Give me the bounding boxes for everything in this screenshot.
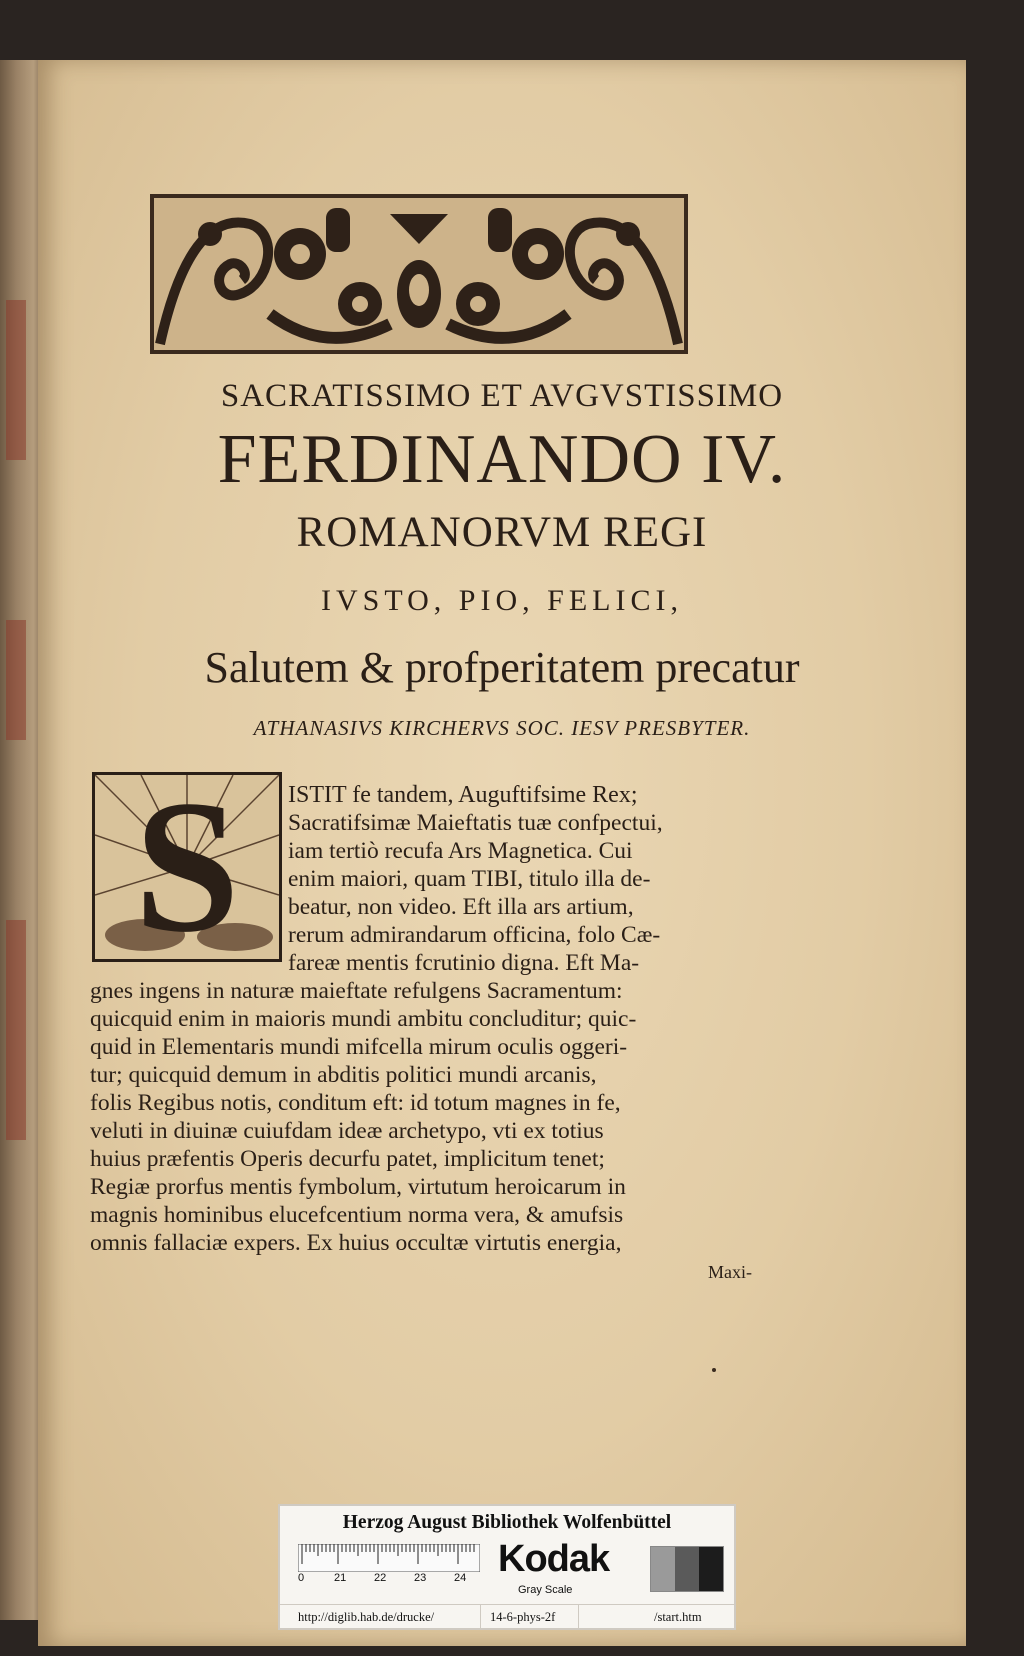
heading-dedication: SACRATISSIMO ET AVGVSTISSIMO: [220, 378, 784, 414]
color-calibration-target: [278, 1504, 736, 1630]
catchword: Maxi-: [708, 1262, 752, 1282]
page-file: /start.htm: [654, 1610, 702, 1624]
target-footer: [280, 1604, 734, 1629]
ruler-number: 0: [298, 1572, 305, 1584]
text-line: Regiæ prorfus mentis fymbolum, virtutum heroicarum in: [90, 1174, 626, 1200]
footer-divider: [578, 1605, 579, 1629]
ruler-number: 23: [414, 1572, 427, 1584]
text-line: gnes ingens in naturæ maieftate refulgens Sacramentum:: [90, 978, 623, 1004]
author-line: ATHANASIVS KIRCHERVS SOC. IESV PRESBYTER.: [253, 716, 751, 740]
text-line: fareæ mentis fcrutinio digna. Eft Ma-: [288, 950, 640, 976]
gray-swatches: [650, 1546, 724, 1592]
decorated-initial: [92, 762, 282, 972]
library-name: Herzog August Bibliothek Wolfenbüttel: [342, 1512, 672, 1533]
gray-swatch: [699, 1547, 723, 1591]
text-line: quicquid enim in maioris mundi ambitu concluditur; quic-: [90, 1006, 637, 1032]
text-line: iam tertiò recufa Ars Magnetica. Cui: [288, 838, 633, 864]
ruler-number: 21: [334, 1572, 347, 1584]
left-page-fragment: [6, 920, 26, 1140]
ornamental-headpiece: [150, 194, 688, 354]
initial-letter: S: [134, 762, 240, 972]
text-line: magnis hominibus elucefcentium norma vera, & amufsis: [90, 1202, 624, 1228]
heading-virtues: IVSTO, PIO, FELICI,: [321, 584, 683, 617]
ruler-number: 24: [454, 1572, 467, 1584]
page-speck: [712, 1368, 716, 1372]
kodak-logo: Kodak: [498, 1538, 610, 1580]
text-line: folis Regibus notis, conditum eft: id totum magnes in fe,: [90, 1090, 621, 1116]
text-line: veluti in diuinæ cuiufdam ideæ archetypo, vti ex totius: [90, 1118, 604, 1144]
gray-swatch: [675, 1547, 699, 1591]
text-line: Sacratifsimæ Maieftatis tuæ confpectui,: [288, 810, 663, 836]
ruler-number: 22: [374, 1572, 387, 1584]
heading-salutation: Salutem & profperitatem precatur: [204, 643, 800, 692]
shelfmark: 14-6-phys-2f: [490, 1610, 556, 1624]
text-line: rerum admirandarum officina, folo Cæ-: [288, 922, 661, 948]
footer-divider: [480, 1605, 481, 1629]
left-page-edge: [0, 60, 42, 1620]
heading-name: FERDINANDO IV.: [217, 421, 787, 498]
scale-ruler: [298, 1544, 480, 1572]
ruler-numbers: [298, 1572, 480, 1588]
left-page-fragment: [6, 300, 26, 460]
left-page-fragment: [6, 620, 26, 740]
text-line: ISTIT fe tandem, Auguftifsime Rex;: [288, 782, 638, 808]
gray-swatch: [651, 1547, 675, 1591]
text-line: enim maiori, quam TIBI, titulo illa de-: [288, 866, 651, 892]
text-line: tur; quicquid demum in abditis politici mundi arcanis,: [90, 1062, 597, 1088]
source-url: http://diglib.hab.de/drucke/: [298, 1610, 435, 1624]
text-line: huius præfentis Operis decurfu patet, implicitum tenet;: [90, 1146, 605, 1172]
heading-title: ROMANORVM REGI: [296, 509, 708, 556]
gray-scale-label: Gray Scale: [518, 1584, 573, 1596]
book-page: [38, 60, 966, 1646]
text-line: quid in Elementaris mundi mifcella mirum oculis oggeri-: [90, 1034, 628, 1060]
text-line: omnis fallaciæ expers. Ex huius occultæ virtutis energia,: [90, 1230, 622, 1256]
text-line: beatur, non video. Eft illa ars artium,: [288, 894, 634, 920]
